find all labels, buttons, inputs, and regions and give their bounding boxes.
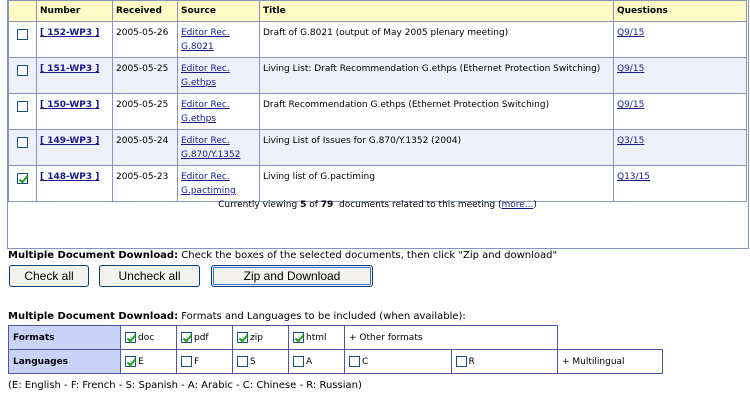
multilingual-link[interactable]: + Multilingual [558,350,663,374]
format-pdf-label: pdf [194,333,209,343]
number-column-header: Number [37,1,113,22]
select-column-header [9,1,37,22]
question-link[interactable]: Q9/15 [617,100,645,110]
document-title: Draft of G.8021 (output of May 2005 plenary meeting) [260,22,614,58]
row-checkbox[interactable] [17,173,28,184]
source-link[interactable]: Editor Rec. [181,136,230,146]
question-link[interactable]: Q3/15 [617,136,645,146]
download-instructions [8,250,557,261]
questions-column-header: Questions [614,1,747,22]
viewing-suffix: documents related to this meeting ( [333,200,502,210]
received-date: 2005-05-26 [113,22,178,58]
source-link[interactable]: G.ethps [181,114,217,124]
received-date: 2005-05-23 [113,166,178,202]
question-link[interactable]: Q13/15 [617,172,651,182]
question-link[interactable]: Q9/15 [617,64,645,74]
table-header-row [9,1,747,22]
title-column-header: Title [260,1,614,22]
viewing-close: ) [533,200,537,210]
download-instructions-text: Check the boxes of the selected documents, then click "Zip and download" [178,250,558,261]
language-c-checkbox[interactable] [349,356,360,367]
document-number-link[interactable]: [ 148-WP3 ] [40,172,100,182]
document-number-link[interactable]: [ 150-WP3 ] [40,100,100,110]
source-link[interactable]: G.8021 [181,42,214,52]
source-link[interactable]: G.870/Y.1352 [181,150,241,160]
download-instructions-label: Multiple Document Download: [8,250,179,261]
language-f-label: F [194,357,200,367]
language-legend: (E: English - F: French - S: Spanish - A: Arabic - C: Chinese - R: Russian) [8,380,362,391]
source-link[interactable]: Editor Rec. [181,100,230,110]
formats-instructions-label: Multiple Document Download: [8,311,179,322]
format-html-checkbox[interactable] [293,332,304,343]
viewing-prefix: Currently viewing [218,200,301,210]
table-row [9,58,747,94]
received-date: 2005-05-25 [113,94,178,130]
viewing-shown-count: 5 [300,200,307,210]
check-all-button[interactable]: Check all [9,265,89,287]
received-column-header: Received [113,1,178,22]
formats-languages-table [8,325,663,374]
format-html-label: html [306,333,327,343]
documents-table [8,0,747,202]
formats-instructions-text: Formats and Languages to be included (when available): [178,311,466,322]
document-title: Living List: Draft Recommendation G.ethps (Ethernet Protection Switching) [260,58,614,94]
table-row [9,166,747,202]
language-s-checkbox[interactable] [237,356,248,367]
document-title: Draft Recommendation G.ethps (Ethernet Protection Switching) [260,94,614,130]
document-title: Living list of G.pactiming [260,166,614,202]
languages-label: Languages [9,350,121,374]
document-title: Living List of Issues for G.870/Y.1352 (2004) [260,130,614,166]
table-row [9,94,747,130]
row-checkbox[interactable] [17,137,28,148]
source-link[interactable]: Editor Rec. [181,28,230,38]
received-date: 2005-05-24 [113,130,178,166]
source-link[interactable]: Editor Rec. [181,64,230,74]
question-link[interactable]: Q9/15 [617,28,645,38]
format-doc-label: doc [138,333,155,343]
received-date: 2005-05-25 [113,58,178,94]
formats-instructions [8,311,466,322]
format-zip-label: zip [250,333,263,343]
source-link[interactable]: G.ethps [181,78,217,88]
format-zip-checkbox[interactable] [237,332,248,343]
source-link[interactable]: G.pactiming [181,186,236,196]
language-r-label: R [468,357,475,367]
uncheck-all-button[interactable]: Uncheck all [99,265,200,287]
document-number-link[interactable]: [ 151-WP3 ] [40,64,100,74]
source-link[interactable]: Editor Rec. [181,172,230,182]
language-c-label: C [362,357,369,367]
formats-row [9,326,663,350]
document-number-link[interactable]: [ 152-WP3 ] [40,28,100,38]
language-e-label: E [138,357,144,367]
format-doc-checkbox[interactable] [125,332,136,343]
language-e-checkbox[interactable] [125,356,136,367]
viewing-total-count: 79 [320,200,334,210]
viewing-status [8,200,747,210]
zip-download-button[interactable]: Zip and Download [211,265,373,287]
more-link[interactable]: more... [501,200,534,210]
language-s-label: S [250,357,256,367]
document-number-link[interactable]: [ 149-WP3 ] [40,136,100,146]
language-r-checkbox[interactable] [456,356,467,367]
source-column-header: Source [178,1,260,22]
other-formats-link[interactable]: + Other formats [345,326,558,350]
language-a-label: A [306,357,313,367]
language-f-checkbox[interactable] [181,356,192,367]
viewing-of: of [306,200,321,210]
row-checkbox[interactable] [17,29,28,40]
table-row [9,22,747,58]
formats-label: Formats [9,326,121,350]
row-checkbox[interactable] [17,101,28,112]
table-row [9,130,747,166]
row-checkbox[interactable] [17,65,28,76]
language-a-checkbox[interactable] [293,356,304,367]
languages-row [9,350,663,374]
format-pdf-checkbox[interactable] [181,332,192,343]
